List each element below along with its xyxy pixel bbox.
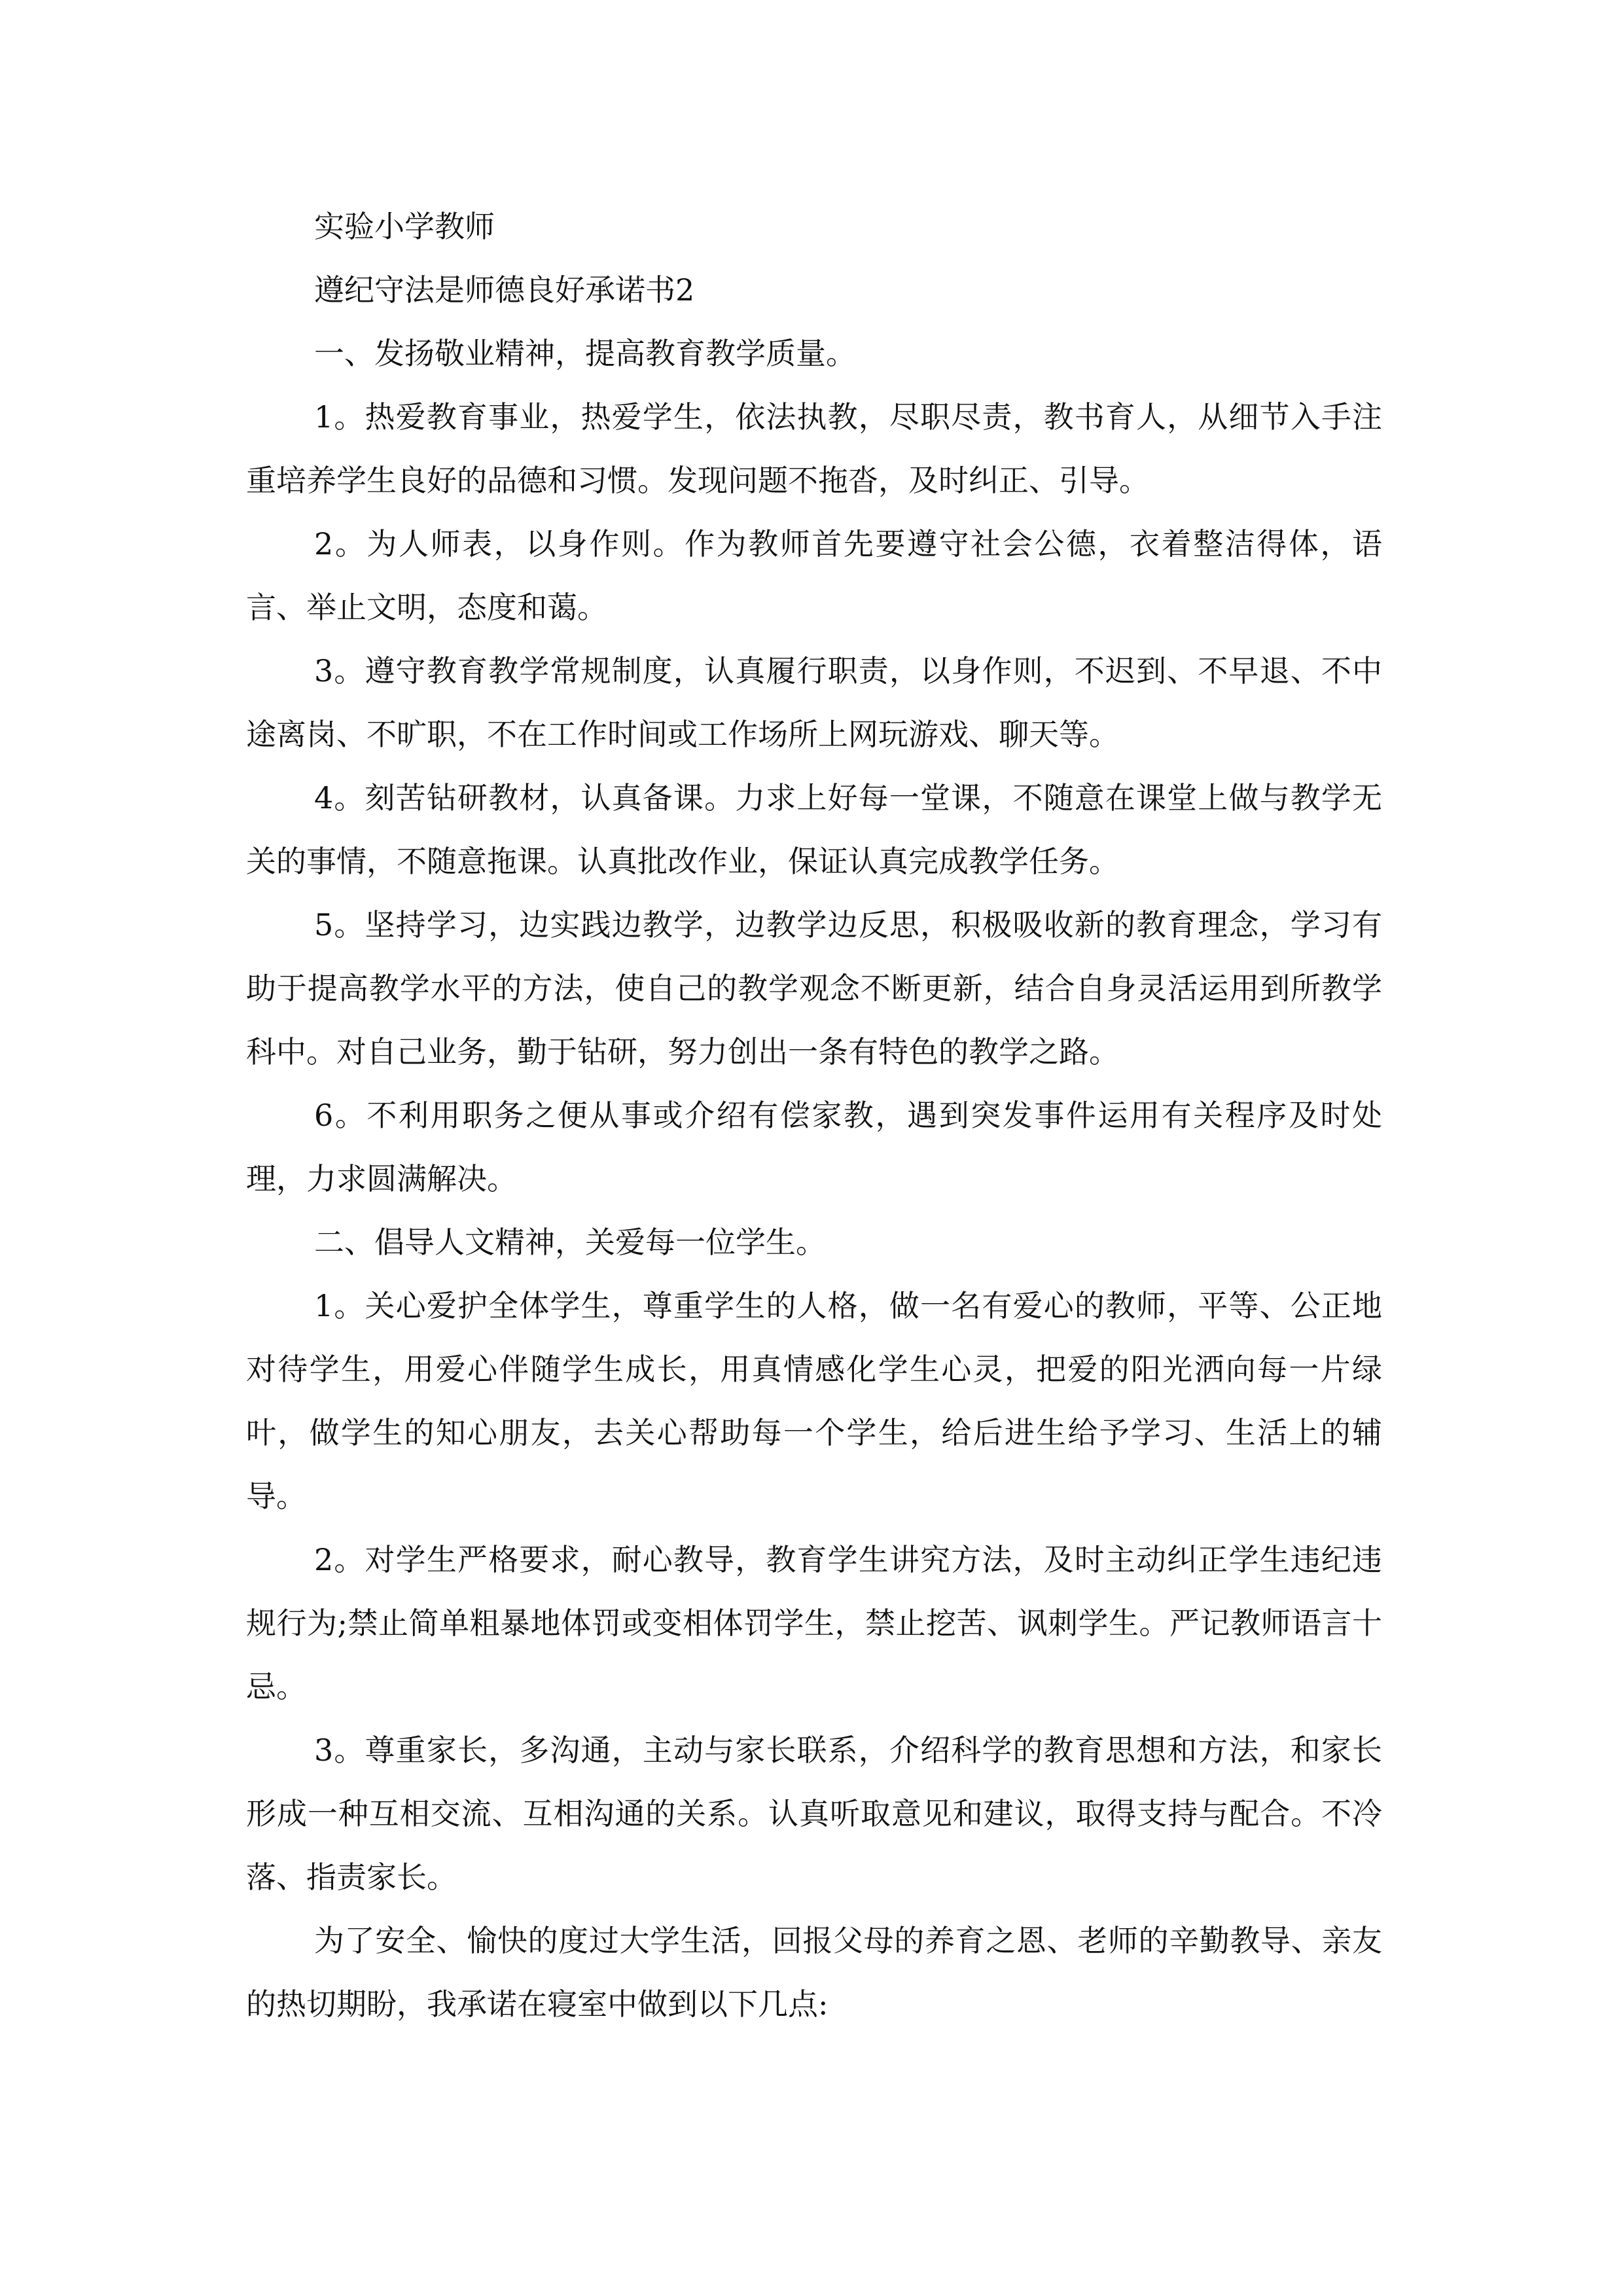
- section-heading-1: 一、发扬敬业精神，提高教育教学质量。: [314, 336, 856, 371]
- dormitory-pledge-intro: 为了安全、愉快的度过大学生活，回报父母的养育之恩、老师的辛勤教导、亲友的热切期盼，我承诺在寝室中做到以下几点:: [246, 1923, 1382, 2022]
- paragraph-1-1: 1。热爱教育事业，热爱学生，依法执教，尽职尽责，教书育人，从细节入手注重培养学生良好的品德和习惯。发现问题不拖沓，及时纠正、引导。: [246, 399, 1382, 498]
- paragraph-1-2: 2。为人师表，以身作则。作为教师首先要遵守社会公德，衣着整洁得体，语言、举止文明，态度和蔼。: [246, 526, 1382, 625]
- paragraph-2-1: 1。关心爱护全体学生，尊重学生的人格，做一名有爱心的教师，平等、公正地对待学生，用爱心伴随学生成长，用真情感化学生心灵，把爱的阳光洒向每一片绿叶，做学生的知心朋友，去关心帮助每一个学生，给后进生给予学习、生活上的辅导。: [246, 1288, 1382, 1514]
- paragraph-1-6: 6。不利用职务之便从事或介绍有偿家教，遇到突发事件运用有关程序及时处理，力求圆满解决。: [246, 1098, 1382, 1196]
- paragraph-1-3: 3。遵守教育教学常规制度，认真履行职责，以身作则，不迟到、不早退、不中途离岗、不旷职，不在工作时间或工作场所上网玩游戏、聊天等。: [246, 653, 1382, 752]
- paragraph-2-2: 2。对学生严格要求，耐心教导，教育学生讲究方法，及时主动纠正学生违纪违规行为;禁止简单粗暴地体罚或变相体罚学生，禁止挖苦、讽刺学生。严记教师语言十忌。: [246, 1542, 1382, 1704]
- document-page: [246, 195, 1382, 2036]
- section-heading-2: 二、倡导人文精神，关爱每一位学生。: [314, 1225, 826, 1260]
- paragraph-1-5: 5。坚持学习，边实践边教学，边教学边反思，积极吸收新的教育理念，学习有助于提高教学水平的方法，使自己的教学观念不断更新，结合自身灵活运用到所教学科中。对自己业务，勤于钻研，努力创出一条有特色的教学之路。: [246, 907, 1382, 1069]
- paragraph-2-3: 3。尊重家长，多沟通，主动与家长联系，介绍科学的教育思想和方法，和家长形成一种互相交流、互相沟通的关系。认真听取意见和建议，取得支持与配合。不冷落、指责家长。: [246, 1732, 1382, 1895]
- document-title: 遵纪守法是师德良好承诺书2: [314, 272, 695, 308]
- school-teacher-line: 实验小学教师: [314, 209, 495, 244]
- paragraph-1-4: 4。刻苦钻研教材，认真备课。力求上好每一堂课，不随意在课堂上做与教学无关的事情，不随意拖课。认真批改作业，保证认真完成教学任务。: [246, 780, 1382, 879]
